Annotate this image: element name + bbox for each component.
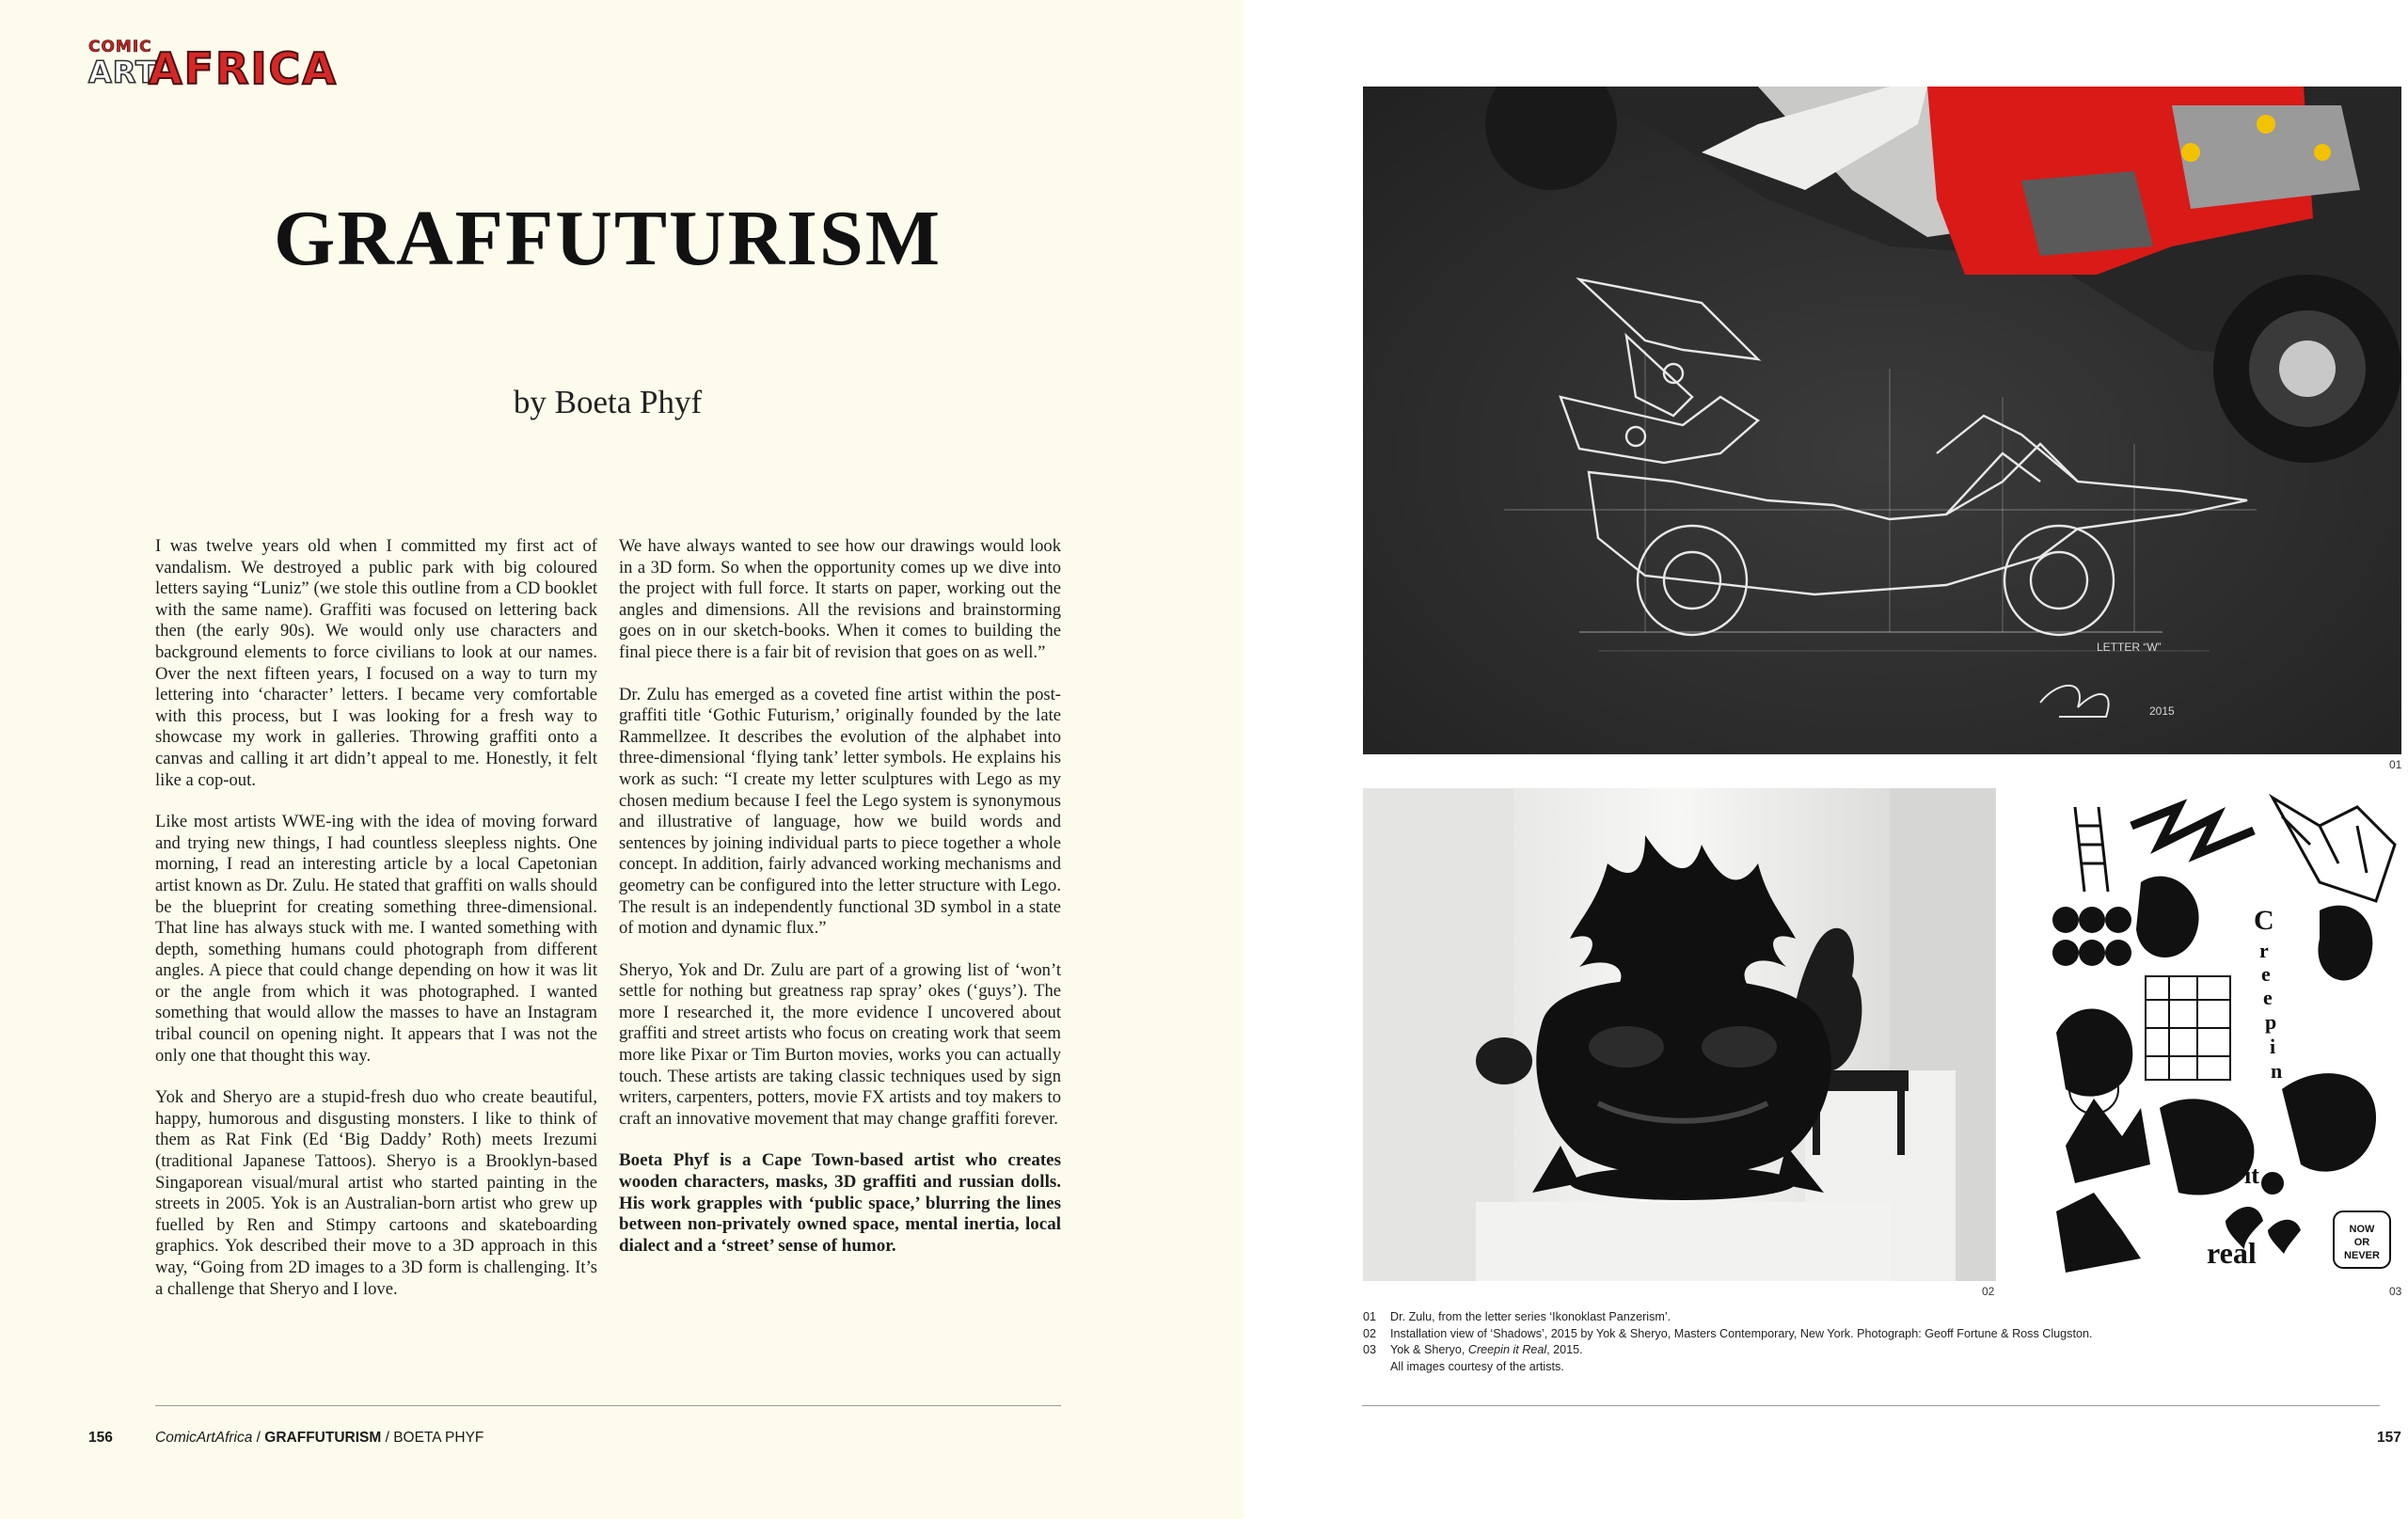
footer-rule-left: [155, 1405, 1061, 1406]
footer-author: BOETA PHYF: [393, 1430, 484, 1446]
creepin-it-real-illustration: [2037, 788, 2400, 1281]
photo-sculpture-installation: [1363, 788, 1996, 1281]
article-column-2: [619, 536, 1061, 1277]
figure-number-02: 02: [1982, 1285, 1995, 1298]
sculpture-illustration: [1363, 788, 1996, 1281]
caption-number: [1363, 1359, 1390, 1376]
artwork-badge-text: OR: [2353, 1237, 2370, 1248]
caption-row: [1363, 1359, 2092, 1376]
paragraph: We have always wanted to see how our drawings would look in a 3D form. So when the opportunity comes up we dive into the project with full force. It starts on paper, working out the angles and dimensions. All the revisions and brainstorming goes on in our sketch-books. When it comes to building the final piece there is a fair bit of revision that goes on as well.”: [619, 536, 1061, 662]
artwork-letter: r: [2259, 939, 2269, 962]
lego-drawing-illustration: [1363, 87, 2401, 754]
artwork-word-real: real: [2207, 1236, 2257, 1270]
article-byline: by Boeta Phyf: [513, 384, 703, 420]
logo-africa-text: AFRICA: [149, 43, 338, 94]
caption-credit: All images courtesy of the artists.: [1390, 1359, 1564, 1373]
article-column-1: [155, 536, 597, 1321]
paragraph: I was twelve years old when I committed my first act of vandalism. We destroyed a public park with big coloured letters saying “Luniz” (we stole this outline from a CD booklet with the same name). Graffiti was focused on lettering back then (the early 90s). We would only use characters and background elements to force civilians to look at our names. Over the next fifteen years, I focused on a way to turn my lettering into ‘character’ letters. I became very comfortable with this process, but I was looking for a fresh way to showcase my work in galleries. Throwing graffiti onto a canvas and calling it art didn’t appeal to me. Honestly, it felt like a cop-out.: [155, 536, 597, 790]
artwork-badge-text: NOW: [2349, 1224, 2375, 1235]
artwork-word-it: it: [2244, 1162, 2259, 1189]
caption-number: 01: [1363, 1310, 1377, 1323]
footer-separator: /: [381, 1430, 394, 1446]
footer-section: GRAFFUTURISM: [264, 1430, 382, 1446]
article-title: GRAFFUTURISM: [274, 195, 942, 282]
footer-rule-right: [1362, 1405, 2380, 1406]
artwork-letter: e: [2263, 986, 2273, 1009]
caption-text: Dr. Zulu, from the letter series ‘Ikonoklast Panzerism’.: [1390, 1310, 1671, 1323]
figure-number-01: 01: [2389, 758, 2402, 771]
figure-captions: [1363, 1309, 2092, 1375]
logo-comic-text: COMIC: [88, 38, 152, 56]
artwork-letter: e: [2261, 962, 2271, 986]
figure-number-03: 03: [2389, 1285, 2402, 1298]
photo-creepin-it-real-artwork: [2037, 788, 2400, 1281]
page-number-left: 156: [88, 1430, 113, 1446]
paragraph: Like most artists WWE-ing with the idea of moving forward and trying new things, I had countless sleepless nights. One morning, I read an interesting article by a local Capetonian artist known as Dr. Zulu. He stated that graffiti on walls should be the blueprint for creating something three-dimensional. That line has always stuck with me. I wanted something with depth, something humans could photograph from different angles. A piece that could change depending on how it was lit or the angle from which it was photographed. I wanted something that would allow the masses to have an Instagram tribal council on opening night. It appears that I was not the only one that thought this way.: [155, 812, 597, 1066]
drawing-label: LETTER “W”: [2097, 641, 2162, 654]
artwork-letter: C: [2254, 905, 2274, 936]
footer-magazine: ComicArtAfrica: [155, 1430, 253, 1446]
paragraph: Yok and Sheryo are a stupid-fresh duo who create beautiful, happy, humorous and disgusting monsters. I like to think of them as Rat Fink (Ed ‘Big Daddy’ Roth) meets Irezumi (traditional Japanese Tattoos). Sheryo is a Brooklyn-based Singaporean visual/mural artist who started painting in the streets in 2005. Yok is an Australian-born artist who grew up fuelled by Ren and Stimpy cartoons and skateboarding graphics. Yok described their move to a 3D approach in this way, “Going from 2D images to a 3D form is challenging. It’s a challenge that Sheryo and I love.: [155, 1087, 597, 1299]
paragraph: Dr. Zulu has emerged as a coveted fine artist within the post-graffiti title ‘Gothic Futurism,’ originally founded by the late Rammellzee. It describes the evolution of the alphabet into three-dimensional ‘flying tank’ letter symbols. He explains his work as such: “I create my letter sculptures with Lego as my chosen medium because I feel the Lego system is synonymous and illustrative of language, how we build words and sentences by joining individual parts to piece together a whole concept. In addition, fairly advanced working mechanisms and geometry can be configured into the letter structure with Lego. The result is an independently functional 3D symbol in a state of motion and dynamic flux.”: [619, 684, 1061, 939]
caption-number: 02: [1363, 1326, 1377, 1340]
photo-lego-letter-drawing: [1363, 87, 2401, 754]
caption-row: [1363, 1309, 2092, 1326]
caption-row: [1363, 1342, 2092, 1359]
logo-art-text: ART: [88, 55, 157, 90]
footer-separator: /: [252, 1430, 265, 1446]
caption-text: Installation view of ‘Shadows’, 2015 by Yok & Sheryo, Masters Contemporary, New York. Photograph: Geoff Fortune & Ross Clugston.: [1390, 1326, 2093, 1340]
running-footer: [155, 1430, 483, 1447]
author-bio: Boeta Phyf is a Cape Town-based artist who creates wooden characters, masks, 3D graffiti and russian dolls. His work grapples with ‘public space,’ blurring the lines between non-privately owned space, mental inertia, local dialect and a ‘street’ sense of humor.: [619, 1150, 1061, 1256]
artwork-letter: i: [2270, 1035, 2276, 1058]
page-number-right: 157: [2377, 1430, 2401, 1446]
caption-text: Yok & Sheryo, Creepin it Real, 2015.: [1390, 1343, 1583, 1357]
drawing-signature: 2015: [2149, 704, 2175, 718]
artwork-letter: n: [2271, 1059, 2283, 1083]
artwork-letter: p: [2265, 1010, 2277, 1034]
caption-number: 03: [1363, 1343, 1377, 1357]
artwork-badge-text: NEVER: [2344, 1250, 2380, 1261]
caption-row: [1363, 1326, 2092, 1343]
paragraph: Sheryo, Yok and Dr. Zulu are part of a growing list of ‘won’t settle for nothing but greatness rap spray’ okes (‘guys’). The more I researched it, the more evidence I uncovered about graffiti and street artists who focus on creating work that seem more like Pixar or Tim Burton movies, works you can actually touch. These artists are taking classic techniques used by sign writers, carpenters, potters, movie FX artists and toy makers to craft an innovative movement that may change graffiti forever.: [619, 959, 1061, 1129]
magazine-logo: [88, 38, 338, 94]
